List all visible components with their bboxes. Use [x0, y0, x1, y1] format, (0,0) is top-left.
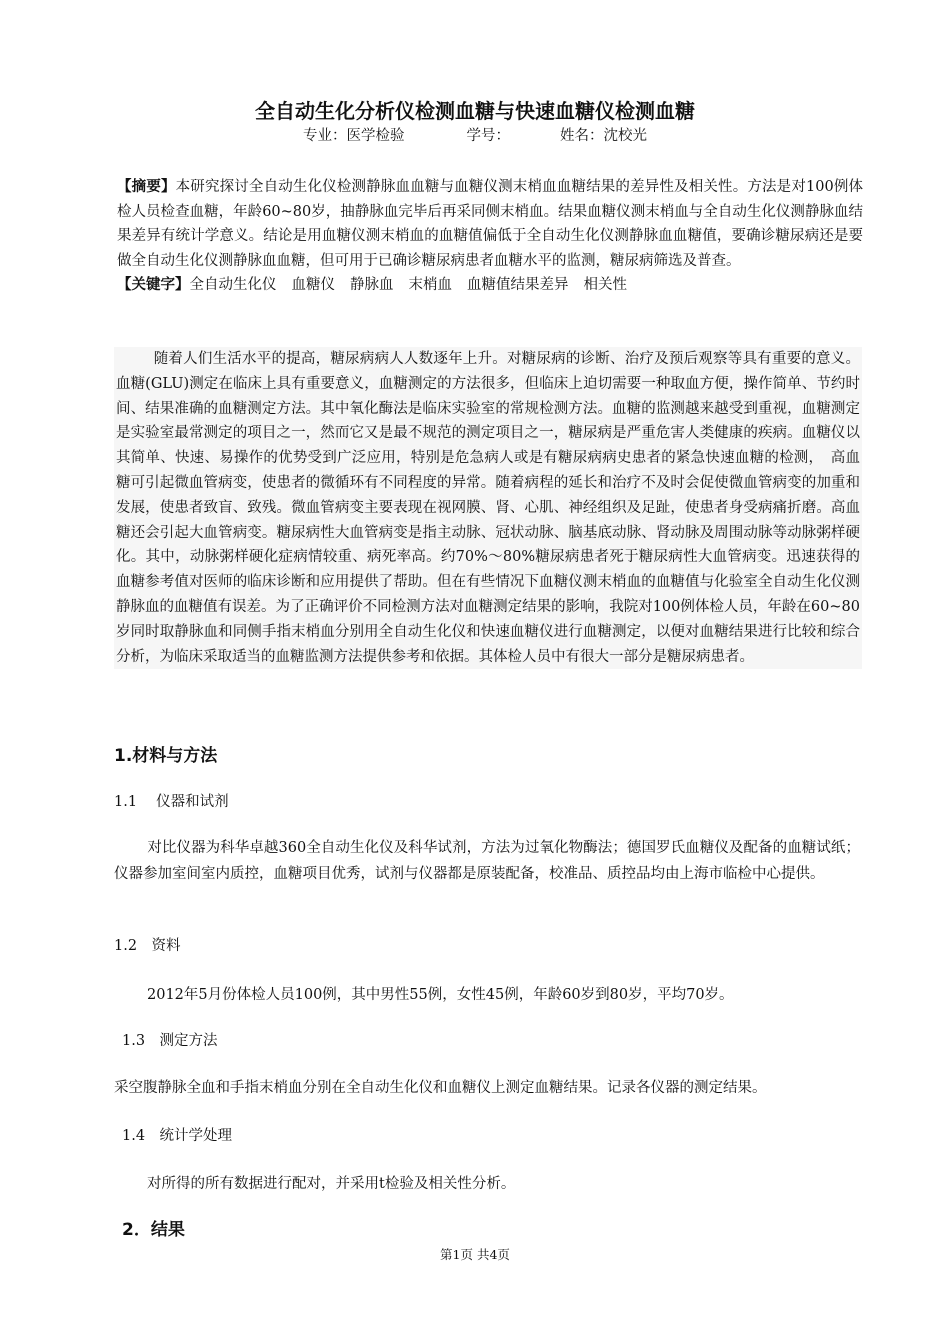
introduction-paragraph: 随着人们生活水平的提高，糖尿病病人人数逐年上升。对糖尿病的诊断、治疗及预后观察等具有重要的意义。血糖(GLU)测定在临床上具有重要意义，血糖测定的方法很多，但临床上迫切需要一种取血方便，操作简单、节约时间、结果准确的血糖测定方法。其中氧化酶法是临床实验室的常规检测方法。血糖的监测越来越受到重视，血糖测定是实验室最常测定的项目之一，然而它又是最不规范的测定项目之一，糖尿病是严重危害人类健康的疾病。血糖仪以其简单、快速、易操作的优势受到广泛应用，特别是危急病人或是有糖尿病病史患者的紧急快速血糖的检测， 高血糖可引起微血管病变，使患者的微循环有不同程度的异常。随着病程的延长和治疗不及时会促使微血管病变的加重和发展，使患者致盲、致残。微血管病变主要表现在视网膜、肾、心肌、神经组织及足趾，使患者身受病痛折磨。高血糖还会引起大血管病变。糖尿病性大血管病变是指主动脉、冠状动脉、脑基底动脉、肾动脉及周围动脉等动脉粥样硬化。其中，动脉粥样硬化症病情较重、病死率高。约70%～80%糖尿病患者死于糖尿病性大血管病变。迅速获得的血糖参考值对医师的临床诊断和应用提供了帮助。但在有些情况下血糖仪测末梢血的血糖值与化验室全自动生化仪测静脉血的血糖值有误差。为了正确评价不同检测方法对血糖测定结果的影响，我院对100例体检人员，年龄在60~80岁同时取静脉血和同侧手指末梢血分别用全自动生化仪和快速血糖仪进行血糖测定，以便对血糖结果进行比较和综合分析，为临床采取适当的血糖监测方法提供参考和依据。其体检人员中有很大一部分是糖尿病患者。: [114, 347, 862, 669]
keyword: 相关性: [583, 277, 627, 293]
keywords-paragraph: [117, 273, 863, 298]
author-meta-line: [0, 125, 950, 147]
subsection-1-4-text: 对所得的所有数据进行配对，并采用t检验及相关性分析。: [147, 1176, 516, 1192]
keyword: 血糖值结果差异: [467, 277, 569, 293]
student-id-field: 学号：: [466, 128, 510, 144]
abstract-paragraph: [117, 175, 863, 273]
subsection-1-2-text: 2012年5月份体检人员100例，其中男性55例，女性45例，年龄60岁到80岁，平均70岁。: [147, 987, 734, 1003]
document-title: 全自动生化分析仪检测血糖与快速血糖仪检测血糖: [255, 99, 695, 123]
subsection-1-3-text: 采空腹静脉全血和手指末梢血分别在全自动生化仪和血糖仪上测定血糖结果。记录各仪器的测定结果。: [114, 1080, 767, 1096]
keyword: 静脉血: [350, 277, 394, 293]
name-field: 姓名：沈校光: [560, 128, 647, 144]
keyword: 末梢血: [408, 277, 452, 293]
subsection-1-4-heading: 1.4 统计学处理: [122, 1128, 233, 1144]
abstract-label: 【摘要】: [117, 179, 176, 195]
major-field: 专业：医学检验: [303, 128, 405, 144]
keyword: 血糖仪: [291, 277, 335, 293]
section-2-heading: 2．结果: [122, 1220, 185, 1240]
keyword: 全自动生化仪: [189, 277, 277, 293]
abstract-block: [117, 175, 863, 298]
subsection-1-3-heading: 1.3 测定方法: [122, 1033, 218, 1049]
keywords-label: 【关键字】: [117, 277, 190, 293]
abstract-text: 本研究探讨全自动生化仪检测静脉血血糖与血糖仪测末梢血血糖结果的差异性及相关性。方法是对100例体检人员检查血糖，年龄60~80岁，抽静脉血完毕后再采同侧末梢血。结果血糖仪测末梢血与全自动生化仪测静脉血结果差异有统计学意义。结论是用血糖仪测末梢血的血糖值偏低于全自动生化仪测静脉血血糖值，要确诊糖尿病还是要做全自动生化仪测静脉血血糖，但可用于已确诊糖尿病患者血糖水平的监测，糖尿病筛选及普查。: [117, 179, 863, 269]
subsection-1-2-heading: 1.2 资料: [114, 938, 181, 954]
page-footer: 第1页 共4页: [440, 1247, 510, 1262]
section-1-heading: 1.材料与方法: [114, 746, 218, 766]
subsection-1-1-text: 对比仪器为科华卓越360全自动生化仪及科华试剂，方法为过氧化物酶法；德国罗氏血糖仪及配备的血糖试纸；仪器参加室间室内质控，血糖项目优秀，试剂与仪器都是原装配备，校准品、质控品均由上海市临检中心提供。: [114, 840, 860, 882]
subsection-1-1-heading: 1.1 仪器和试剂: [114, 794, 229, 810]
